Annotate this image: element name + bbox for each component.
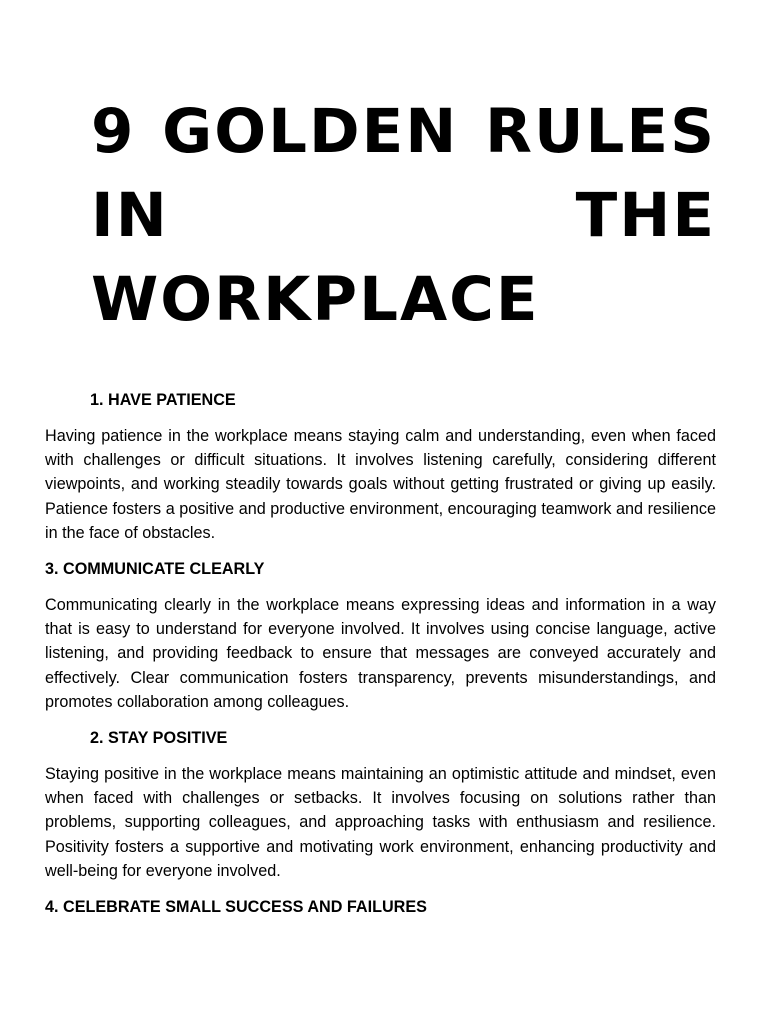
section-heading: 2. STAY POSITIVE	[90, 729, 228, 748]
section-heading: 4. CELEBRATE SMALL SUCCESS AND FAILURES	[45, 898, 427, 917]
title-line-2: IN THE	[91, 180, 716, 251]
title-line-1: 9 GOLDEN RULES	[91, 96, 716, 167]
title-line-3: WORKPLACE	[91, 264, 540, 335]
section-paragraph: Having patience in the workplace means staying calm and understanding, even when faced with challenges or difficult situations. It involves listening carefully, considering different viewpoints, and working steadily towards goals without getting frustrated or giving up easily. Patience fosters a positive and productive environment, encouraging teamwork and resilience in the face of obstacles.	[45, 427, 716, 542]
section-celebrate-success	[45, 895, 716, 919]
section-paragraph: Staying positive in the workplace means maintaining an optimistic attitude and mindset, even when faced with challenges or setbacks. It involves focusing on solutions rather than problems, supporting colleagues, and approaching tasks with enthusiasm and resilience. Positivity fosters a supportive and motivating work environment, enhancing productivity and well-being for everyone involved.	[45, 765, 716, 880]
section-communicate-clearly	[45, 557, 716, 714]
section-have-patience	[45, 388, 716, 545]
section-heading: 1. HAVE PATIENCE	[90, 391, 236, 409]
section-stay-positive	[45, 726, 716, 883]
document-body	[45, 388, 716, 919]
section-heading: 3. COMMUNICATE CLEARLY	[45, 560, 265, 579]
document-title	[91, 90, 716, 342]
section-paragraph: Communicating clearly in the workplace means expressing ideas and information in a way that is easy to understand for everyone involved. It involves using concise language, active listening, and providing feedback to ensure that messages are conveyed accurately and effectively. Clear communication fosters transparency, prevents misunderstandings, and promotes collaboration among colleagues.	[45, 596, 716, 711]
